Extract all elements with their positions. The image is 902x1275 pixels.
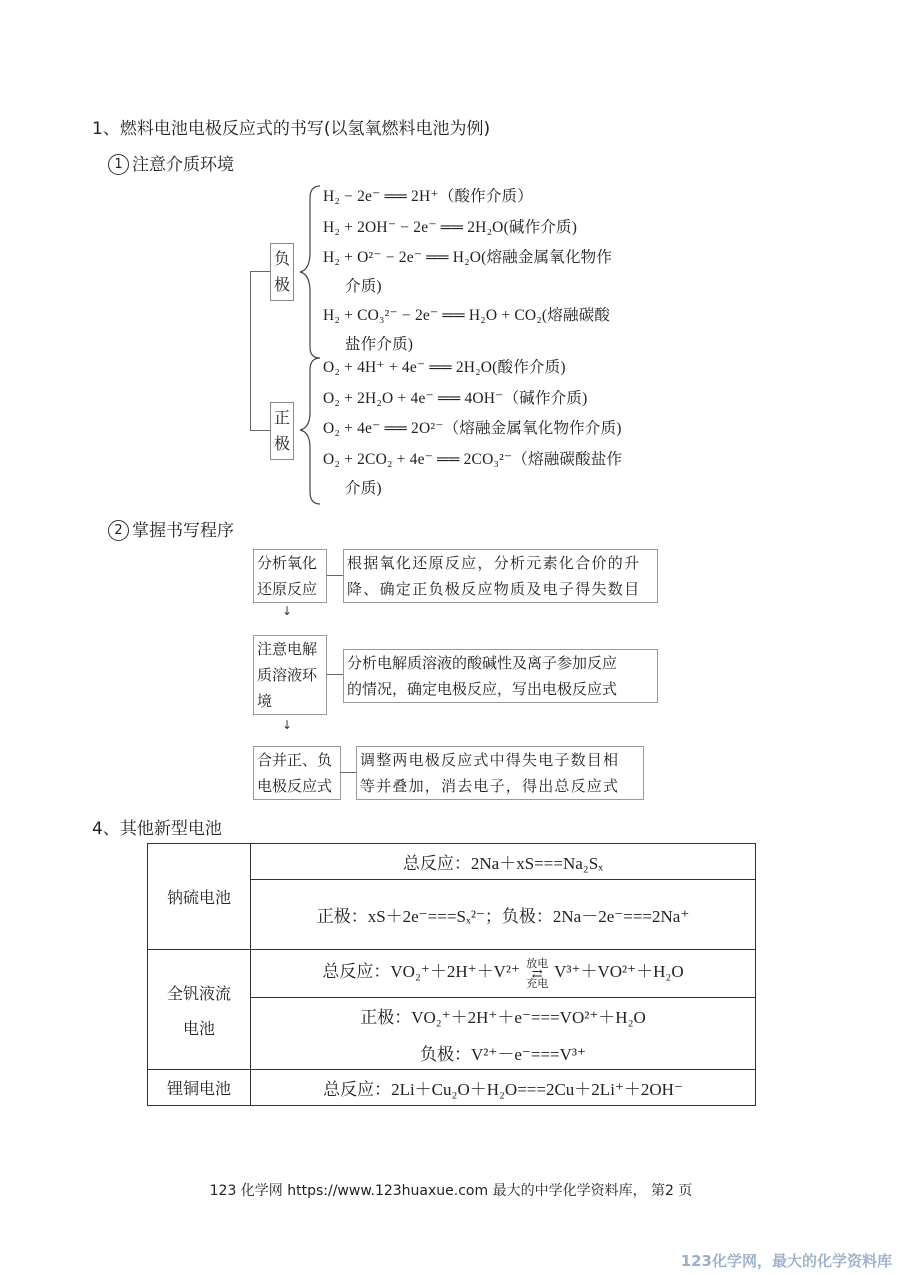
na-s-electrodes: 正极：xS＋2e⁻===Sₓ²⁻；负极：2Na－2e⁻===2Na⁺ — [251, 880, 756, 950]
step-1-left-box — [253, 549, 327, 603]
pos-eq-acid: O₂ + 4H⁺ + 4e⁻ ══ 2H₂O(酸作介质) — [323, 359, 566, 376]
step-1-right-line-1: 根据氧化还原反应，分析元素化合价的升 — [347, 554, 641, 572]
vanadium-total-left: 总反应：VO₂⁺＋2H⁺＋V²⁺ — [322, 962, 520, 982]
step-1-left-line-2: 还原反应 — [257, 580, 318, 598]
neg-eq-oxide: H₂ + O²⁻ − 2e⁻ ══ H₂O(熔融金属氧化物作 — [323, 249, 613, 266]
arrow-top-label: 放电 — [526, 957, 549, 970]
watermark: 123化学网，最大的化学资料库 — [680, 1252, 892, 1270]
neg-eq-acid: H₂ − 2e⁻ ══ 2H⁺（酸作介质） — [323, 188, 533, 205]
vanadium-positive: 正极：VO₂⁺＋2H⁺＋e⁻===VO²⁺＋H₂O — [360, 1007, 646, 1027]
pos-eq-base: O₂ + 2H₂O + 4e⁻ ══ 4OH⁻（碱作介质) — [323, 390, 588, 407]
step-2-right-box — [343, 649, 658, 703]
step-2-left-line-2: 质溶液环 — [257, 666, 318, 684]
neg-eq-carbonate: H₂ + CO₃²⁻ − 2e⁻ ══ H₂O + CO₂(熔融碳酸 — [323, 307, 611, 324]
table-row — [148, 950, 756, 998]
page-footer: 123 化学网 https://www.123huaxue.com 最大的中学化学资料库， 第2 页 — [209, 1183, 693, 1199]
pos-eq-carbonate-cont: 介质) — [345, 480, 382, 497]
step-2-connector — [327, 674, 343, 675]
outer-bracket-line — [250, 271, 251, 430]
outer-bracket-bottom — [250, 430, 270, 431]
neg-eq-oxide-cont: 介质) — [345, 278, 382, 295]
pos-eq-carbonate: O₂ + 2CO₂ + 4e⁻ ══ 2CO₃²⁻（熔融碳酸盐作 — [323, 451, 623, 468]
step-3-right-line-1: 调整两电极反应式中得失电子数目相 — [360, 751, 620, 769]
reversible-arrow-icon: ⇄ — [531, 965, 543, 981]
vanadium-electrodes — [251, 998, 756, 1070]
li-cu-name: 锂铜电池 — [148, 1070, 251, 1106]
neg-eq-base: H₂ + 2OH⁻ − 2e⁻ ══ 2H₂O(碱作介质) — [323, 219, 578, 236]
circled-number-1: 1 — [108, 154, 129, 175]
subheading-1-label: 注意介质环境 — [132, 155, 234, 175]
step-3-left-line-2: 电极反应式 — [257, 777, 333, 795]
pos-eq-oxide: O₂ + 4e⁻ ══ 2O²⁻（熔融金属氧化物作介质) — [323, 420, 622, 437]
negative-electrode-label: 负极 — [270, 243, 294, 301]
circled-number-2: 2 — [108, 520, 129, 541]
na-s-total: 总反应：2Na＋xS===Na₂Sₓ — [251, 844, 756, 880]
step-3-right-line-2: 等并叠加，消去电子，得出总反应式 — [360, 777, 620, 795]
step-1-right-box — [343, 549, 658, 603]
step-2-left-line-3: 境 — [257, 692, 273, 710]
li-cu-total: 总反应：2Li＋Cu₂O＋H₂O===2Cu＋2Li⁺＋2OH⁻ — [251, 1070, 756, 1106]
subheading-2-label: 掌握书写程序 — [132, 521, 234, 541]
step-2-right-line-1: 分析电解质溶液的酸碱性及离子参加反应 — [347, 654, 618, 672]
table-row — [148, 1070, 756, 1106]
subheading-2 — [108, 516, 234, 541]
arrow-bottom-label: 充电 — [526, 977, 549, 990]
outer-bracket-top — [250, 271, 270, 272]
vanadium-total-right: V³⁺＋VO²⁺＋H₂O — [554, 962, 684, 982]
neg-eq-carbonate-cont: 盐作介质) — [345, 336, 414, 353]
step-3-connector — [340, 772, 356, 773]
table-row — [148, 844, 756, 880]
vanadium-name-line-1: 全钒液流 — [166, 983, 231, 1003]
vanadium-name — [148, 950, 251, 1070]
step-2-left-line-1: 注意电解 — [257, 640, 318, 658]
down-arrow-icon-2: ↓ — [282, 718, 293, 732]
na-s-name: 钠硫电池 — [148, 844, 251, 950]
step-1-left-line-1: 分析氧化 — [257, 554, 318, 572]
subheading-1 — [108, 150, 234, 175]
positive-electrode-label: 正极 — [270, 402, 294, 460]
battery-table — [147, 843, 756, 1106]
step-1-right-line-2: 降、确定正负极反应物质及电子得失数目 — [347, 580, 641, 598]
vanadium-negative: 负极：V²⁺－e⁻===V³⁺ — [420, 1044, 586, 1064]
down-arrow-icon-1: ↓ — [282, 604, 293, 618]
step-3-left-line-1: 合并正、负 — [257, 751, 333, 769]
step-2-left-box — [253, 635, 327, 715]
brace-svg — [296, 182, 324, 512]
step-1-connector — [327, 575, 343, 576]
step-2-right-line-2: 的情况，确定电极反应，写出电极反应式 — [347, 680, 618, 698]
section-1-heading: 1、燃料电池电极反应式的书写(以氢氧燃料电池为例) — [92, 119, 491, 139]
vanadium-name-line-2: 电池 — [182, 1018, 215, 1038]
step-3-left-box — [253, 746, 341, 800]
reversible-arrow — [526, 958, 548, 990]
vanadium-total — [251, 950, 756, 998]
section-4-heading: 4、其他新型电池 — [92, 819, 222, 839]
step-3-right-box — [356, 746, 644, 800]
